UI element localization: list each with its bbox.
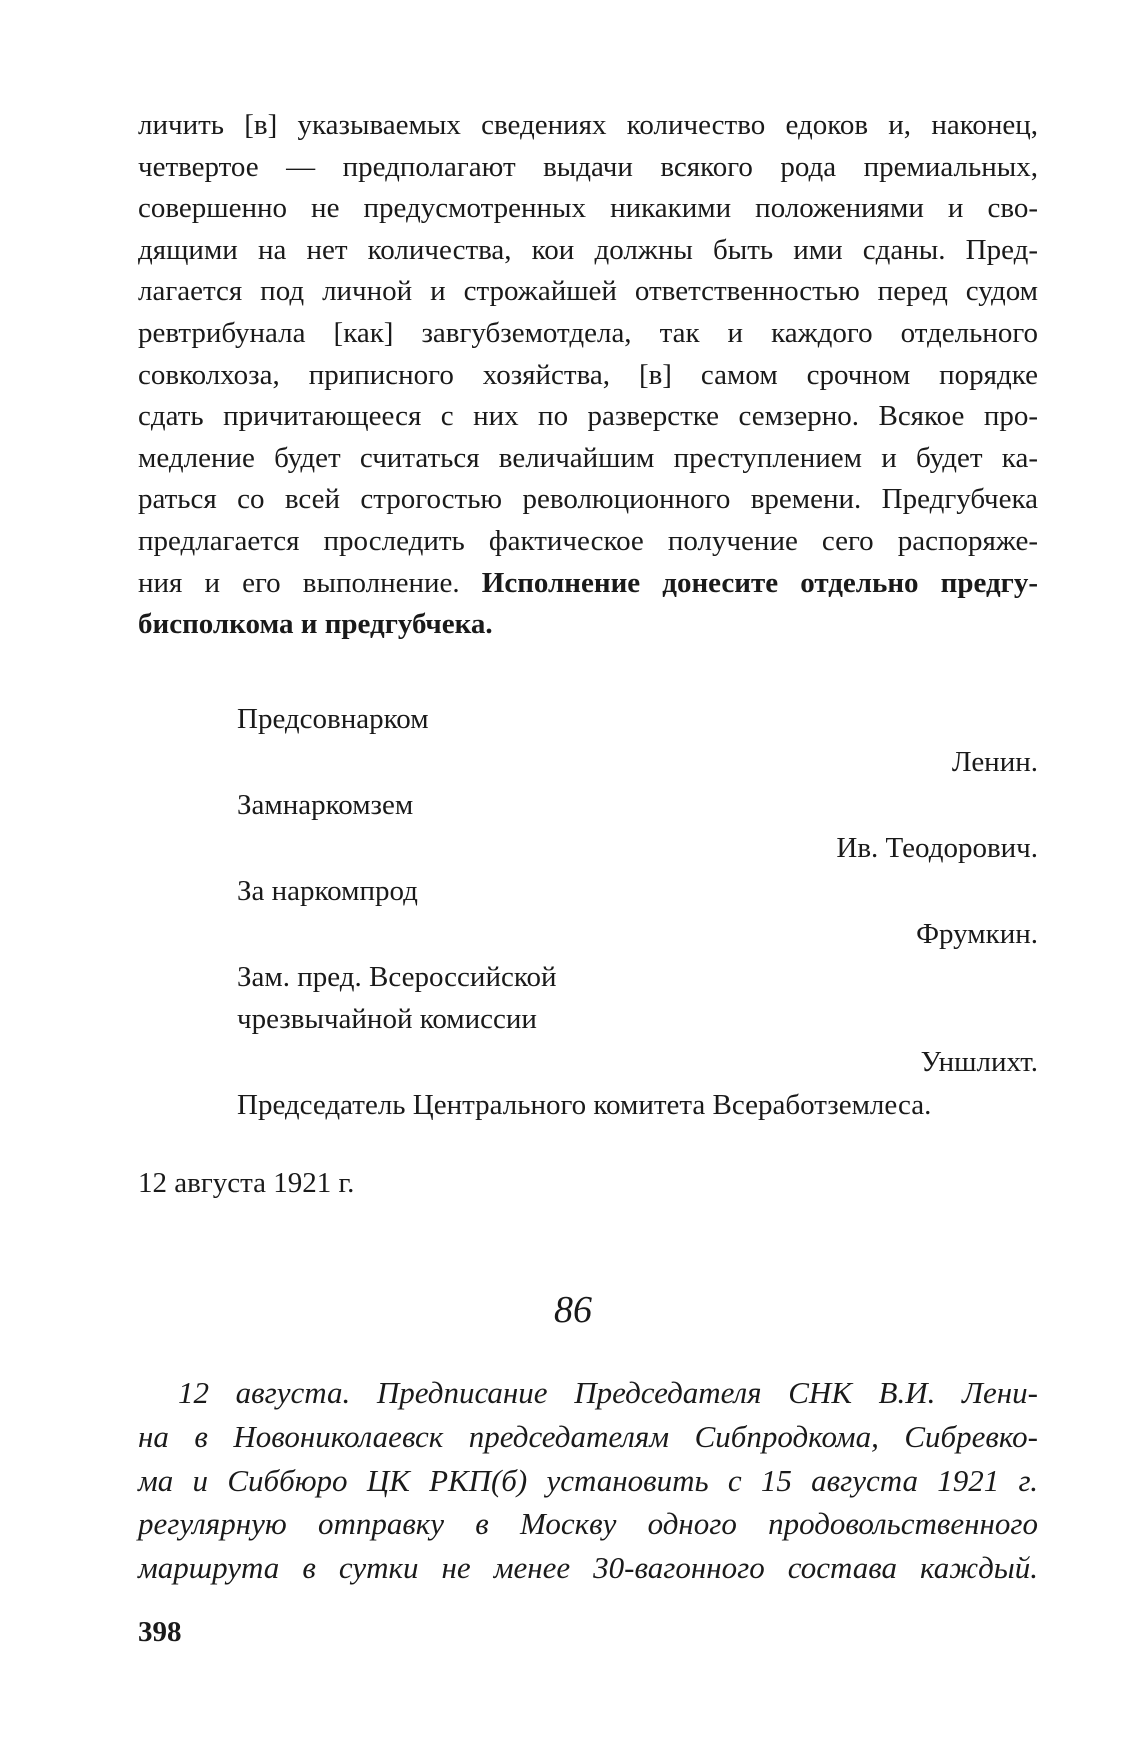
signature-name: Ив. Теодорович. bbox=[836, 832, 1038, 864]
text-bold-part: Исполнение донесите отдельно предгу- bbox=[481, 566, 1039, 599]
text-line: раться со всей строгостью революционного времени. Предгубчека bbox=[138, 483, 1038, 516]
summary-line: на в Новониколаевск председателям Сибпродкома, Сибревко- bbox=[138, 1418, 1038, 1454]
text-line: личить [в] указываемых сведениях количество едоков и, наконец, bbox=[138, 109, 1038, 141]
document-summary bbox=[138, 1371, 1038, 1590]
text-line-mixed bbox=[138, 563, 1038, 605]
summary-line: ма и Сиббюро ЦК РКП(б) установить с 15 августа 1921 г. bbox=[138, 1462, 1038, 1498]
signature-role: чрезвычайной комиссии bbox=[237, 1003, 537, 1035]
signature-name: Уншлихт. bbox=[920, 1046, 1038, 1078]
text-line: сдать причитающееся с них по разверстке семзерно. Всякое про- bbox=[138, 400, 1038, 433]
text-line: дящими на нет количества, кои должны быть ими сданы. Пред- bbox=[138, 233, 1038, 266]
signature-role: Зам. пред. Всероссийской bbox=[237, 961, 557, 993]
document-number: 86 bbox=[554, 1289, 592, 1331]
main-text bbox=[138, 105, 1038, 646]
summary-line: регулярную отправку в Москву одного продовольственного bbox=[138, 1506, 1038, 1542]
text-line: четвертое — предполагают выдачи всякого рода премиальных, bbox=[138, 150, 1038, 183]
text-line: ревтрибунала [как] завгубземотдела, так и каждого отдельного bbox=[138, 316, 1038, 349]
signature-role: За наркомпрод bbox=[237, 875, 418, 907]
text-line: совершенно не предусмотренных никакими положениями и сво- bbox=[138, 192, 1038, 225]
signature-name: Ленин. bbox=[951, 746, 1038, 778]
text-plain-part: ния и его выполнение. bbox=[138, 566, 460, 599]
signature-name: Фрумкин. bbox=[916, 918, 1038, 950]
signature-role: Председатель Центрального комитета Всеработземлеса. bbox=[237, 1089, 932, 1121]
text-line: совколхоза, приписного хозяйства, [в] самом срочном порядке bbox=[138, 358, 1038, 391]
text-line-bold: бисполкома и предгубчека. bbox=[138, 608, 493, 641]
page-number: 398 bbox=[138, 1616, 182, 1648]
document-date: 12 августа 1921 г. bbox=[138, 1167, 355, 1199]
summary-line: 12 августа. Предписание Председателя СНК В.И. Лени- bbox=[178, 1375, 1038, 1410]
signature-role: Замнаркомзем bbox=[237, 789, 414, 821]
text-line: предлагается проследить фактическое получение сего распоряже- bbox=[138, 524, 1038, 557]
text-line: лагается под личной и строжайшей ответственностью перед судом bbox=[138, 275, 1038, 308]
summary-line: маршрута в сутки не менее 30-вагонного состава каждый. bbox=[138, 1550, 1038, 1586]
text-line: медление будет считаться величайшим преступлением и будет ка- bbox=[138, 441, 1038, 474]
signature-role: Предсовнарком bbox=[237, 703, 429, 735]
